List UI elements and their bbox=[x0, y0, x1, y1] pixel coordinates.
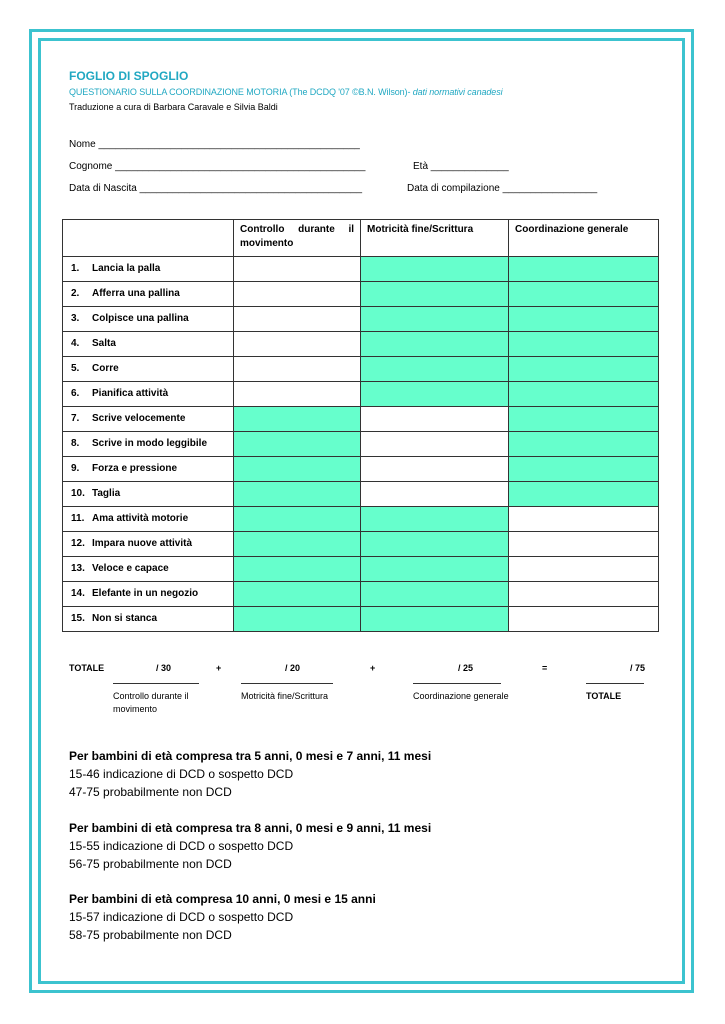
equals-sign: = bbox=[542, 663, 548, 673]
item-label-cell bbox=[63, 482, 234, 507]
shaded-cell-motricita bbox=[361, 282, 509, 307]
score-cell-controllo[interactable] bbox=[234, 332, 361, 357]
item-number: 5. bbox=[71, 363, 80, 374]
totale-label: TOTALE bbox=[69, 663, 105, 673]
item-number: 9. bbox=[71, 463, 80, 474]
shaded-cell-controllo bbox=[234, 557, 361, 582]
item-number: 6. bbox=[71, 388, 80, 399]
criteria-3-line-2: 58-75 probabilmente non DCD bbox=[69, 928, 232, 942]
shaded-cell-coordinazione bbox=[509, 482, 659, 507]
score-cell-coordinazione[interactable] bbox=[509, 557, 659, 582]
item-label: Veloce e capace bbox=[92, 563, 169, 574]
item-label: Afferra una pallina bbox=[92, 288, 180, 299]
table-row bbox=[63, 532, 659, 557]
item-label: Elefante in un negozio bbox=[92, 588, 199, 599]
data-compilazione-field[interactable]: Data di compilazione _________________ bbox=[407, 183, 598, 194]
score-cell-controllo[interactable] bbox=[234, 257, 361, 282]
item-label: Scrive in modo leggibile bbox=[92, 438, 208, 449]
criteria-heading-2: Per bambini di età compresa tra 8 anni, 0 mesi e 9 anni, 11 mesi bbox=[69, 821, 432, 835]
criteria-2-line-1: 15-55 indicazione di DCD o sospetto DCD bbox=[69, 839, 294, 853]
shaded-cell-coordinazione bbox=[509, 257, 659, 282]
shaded-cell-coordinazione bbox=[509, 282, 659, 307]
item-label-cell bbox=[63, 382, 234, 407]
criteria-2-line-2: 56-75 probabilmente non DCD bbox=[69, 857, 232, 871]
table-row bbox=[63, 607, 659, 632]
item-number: 7. bbox=[71, 413, 80, 424]
item-label-cell bbox=[63, 607, 234, 632]
score-cell-motricita[interactable] bbox=[361, 482, 509, 507]
shaded-cell-motricita bbox=[361, 332, 509, 357]
shaded-cell-motricita bbox=[361, 507, 509, 532]
header-controllo: Controllo durante il movimento bbox=[234, 220, 361, 257]
shaded-cell-controllo bbox=[234, 532, 361, 557]
table-row bbox=[63, 382, 659, 407]
caption-coordinazione: Coordinazione generale bbox=[413, 691, 509, 701]
page-title: FOGLIO DI SPOGLIO bbox=[69, 69, 189, 83]
shaded-cell-motricita bbox=[361, 357, 509, 382]
item-number: 2. bbox=[71, 288, 80, 299]
header-motricita: Motricità fine/Scrittura bbox=[361, 220, 509, 257]
eta-field[interactable]: Età ______________ bbox=[413, 161, 509, 172]
item-label: Impara nuove attività bbox=[92, 538, 193, 549]
item-label: Taglia bbox=[92, 488, 121, 499]
score-cell-coordinazione[interactable] bbox=[509, 607, 659, 632]
item-label-cell bbox=[63, 307, 234, 332]
shaded-cell-controllo bbox=[234, 582, 361, 607]
score-cell-coordinazione[interactable] bbox=[509, 532, 659, 557]
item-label-cell bbox=[63, 282, 234, 307]
table-row bbox=[63, 482, 659, 507]
table-row bbox=[63, 307, 659, 332]
score-cell-controllo[interactable] bbox=[234, 307, 361, 332]
table-row bbox=[63, 457, 659, 482]
table-row bbox=[63, 432, 659, 457]
item-label: Forza e pressione bbox=[92, 463, 178, 474]
table-row bbox=[63, 332, 659, 357]
shaded-cell-controllo bbox=[234, 407, 361, 432]
motricita-score-line[interactable] bbox=[241, 683, 333, 684]
shaded-cell-motricita bbox=[361, 532, 509, 557]
score-cell-controllo[interactable] bbox=[234, 282, 361, 307]
subtitle-italic: dati normativi canadesi bbox=[410, 87, 503, 97]
shaded-cell-controllo bbox=[234, 482, 361, 507]
item-label: Pianifica attività bbox=[92, 388, 169, 399]
score-coordinazione: / 25 bbox=[458, 663, 474, 673]
item-number: 3. bbox=[71, 313, 80, 324]
item-label: Lancia la palla bbox=[92, 263, 161, 274]
item-label: Corre bbox=[92, 363, 119, 374]
shaded-cell-motricita bbox=[361, 257, 509, 282]
totale-score-line[interactable] bbox=[586, 683, 644, 684]
shaded-cell-coordinazione bbox=[509, 307, 659, 332]
shaded-cell-motricita bbox=[361, 557, 509, 582]
plus-sign-2: + bbox=[370, 663, 376, 673]
caption-motricita: Motricità fine/Scrittura bbox=[241, 691, 329, 701]
shaded-cell-motricita bbox=[361, 607, 509, 632]
item-label-cell bbox=[63, 582, 234, 607]
shaded-cell-controllo bbox=[234, 432, 361, 457]
score-cell-coordinazione[interactable] bbox=[509, 582, 659, 607]
plus-sign-1: + bbox=[216, 663, 222, 673]
item-number: 8. bbox=[71, 438, 80, 449]
item-label-cell bbox=[63, 532, 234, 557]
item-number: 13. bbox=[71, 563, 85, 574]
score-cell-controllo[interactable] bbox=[234, 382, 361, 407]
item-label: Ama attività motorie bbox=[92, 513, 189, 524]
item-label-cell bbox=[63, 507, 234, 532]
data-nascita-field[interactable]: Data di Nascita ________________________________________ bbox=[69, 183, 363, 194]
subtitle-main: QUESTIONARIO SULLA COORDINAZIONE MOTORIA (The DCDQ '07 ©B.N. Wilson)- bbox=[69, 87, 411, 97]
score-cell-controllo[interactable] bbox=[234, 357, 361, 382]
item-label-cell bbox=[63, 457, 234, 482]
score-controllo: / 30 bbox=[156, 663, 172, 673]
item-label-cell bbox=[63, 557, 234, 582]
item-number: 15. bbox=[71, 613, 85, 624]
item-number: 4. bbox=[71, 338, 80, 349]
controllo-score-line[interactable] bbox=[113, 683, 199, 684]
header-empty-cell bbox=[63, 220, 234, 257]
shaded-cell-controllo bbox=[234, 507, 361, 532]
caption-totale: TOTALE bbox=[586, 691, 622, 701]
criteria-1-line-2: 47-75 probabilmente non DCD bbox=[69, 785, 232, 799]
translation-credit: Traduzione a cura di Barbara Caravale e Silvia Baldi bbox=[69, 102, 278, 112]
table-header-row bbox=[63, 220, 659, 257]
nome-field[interactable]: Nome _______________________________________________ bbox=[69, 139, 360, 150]
shaded-cell-motricita bbox=[361, 382, 509, 407]
score-cell-motricita[interactable] bbox=[361, 457, 509, 482]
table-row bbox=[63, 357, 659, 382]
criteria-1-line-1: 15-46 indicazione di DCD o sospetto DCD bbox=[69, 767, 294, 781]
item-label-cell bbox=[63, 332, 234, 357]
shaded-cell-motricita bbox=[361, 307, 509, 332]
item-number: 14. bbox=[71, 588, 85, 599]
item-label-cell bbox=[63, 257, 234, 282]
table-row bbox=[63, 557, 659, 582]
score-cell-coordinazione[interactable] bbox=[509, 507, 659, 532]
table-row bbox=[63, 507, 659, 532]
score-motricita: / 20 bbox=[285, 663, 301, 673]
shaded-cell-controllo bbox=[234, 457, 361, 482]
criteria-heading-3: Per bambini di età compresa 10 anni, 0 mesi e 15 anni bbox=[69, 892, 376, 906]
shaded-cell-coordinazione bbox=[509, 382, 659, 407]
shaded-cell-coordinazione bbox=[509, 332, 659, 357]
item-label: Colpisce una pallina bbox=[92, 313, 189, 324]
table-row bbox=[63, 407, 659, 432]
item-label-cell bbox=[63, 357, 234, 382]
shaded-cell-coordinazione bbox=[509, 432, 659, 457]
item-label-cell bbox=[63, 407, 234, 432]
coordinazione-score-line[interactable] bbox=[413, 683, 501, 684]
item-number: 10. bbox=[71, 488, 85, 499]
header-coordinazione: Coordinazione generale bbox=[509, 220, 659, 257]
item-number: 12. bbox=[71, 538, 85, 549]
item-label: Scrive velocemente bbox=[92, 413, 186, 424]
table-row bbox=[63, 582, 659, 607]
score-totale: / 75 bbox=[630, 663, 646, 673]
page-subtitle bbox=[69, 87, 503, 97]
shaded-cell-coordinazione bbox=[509, 357, 659, 382]
score-cell-motricita[interactable] bbox=[361, 407, 509, 432]
criteria-heading-1: Per bambini di età compresa tra 5 anni, 0 mesi e 7 anni, 11 mesi bbox=[69, 749, 432, 763]
shaded-cell-coordinazione bbox=[509, 407, 659, 432]
cognome-field[interactable]: Cognome _____________________________________________ bbox=[69, 161, 366, 172]
item-number: 11. bbox=[71, 513, 85, 524]
score-table-body bbox=[63, 220, 659, 632]
item-label: Non si stanca bbox=[92, 613, 158, 624]
caption-controllo: Controllo durante il movimento bbox=[113, 691, 189, 714]
item-label-cell bbox=[63, 432, 234, 457]
criteria-3-line-1: 15-57 indicazione di DCD o sospetto DCD bbox=[69, 910, 294, 924]
table-row bbox=[63, 257, 659, 282]
shaded-cell-motricita bbox=[361, 582, 509, 607]
item-number: 1. bbox=[71, 263, 80, 274]
item-label: Salta bbox=[92, 338, 116, 349]
shaded-cell-controllo bbox=[234, 607, 361, 632]
shaded-cell-coordinazione bbox=[509, 457, 659, 482]
table-row bbox=[63, 282, 659, 307]
score-cell-motricita[interactable] bbox=[361, 432, 509, 457]
score-table bbox=[62, 219, 659, 632]
